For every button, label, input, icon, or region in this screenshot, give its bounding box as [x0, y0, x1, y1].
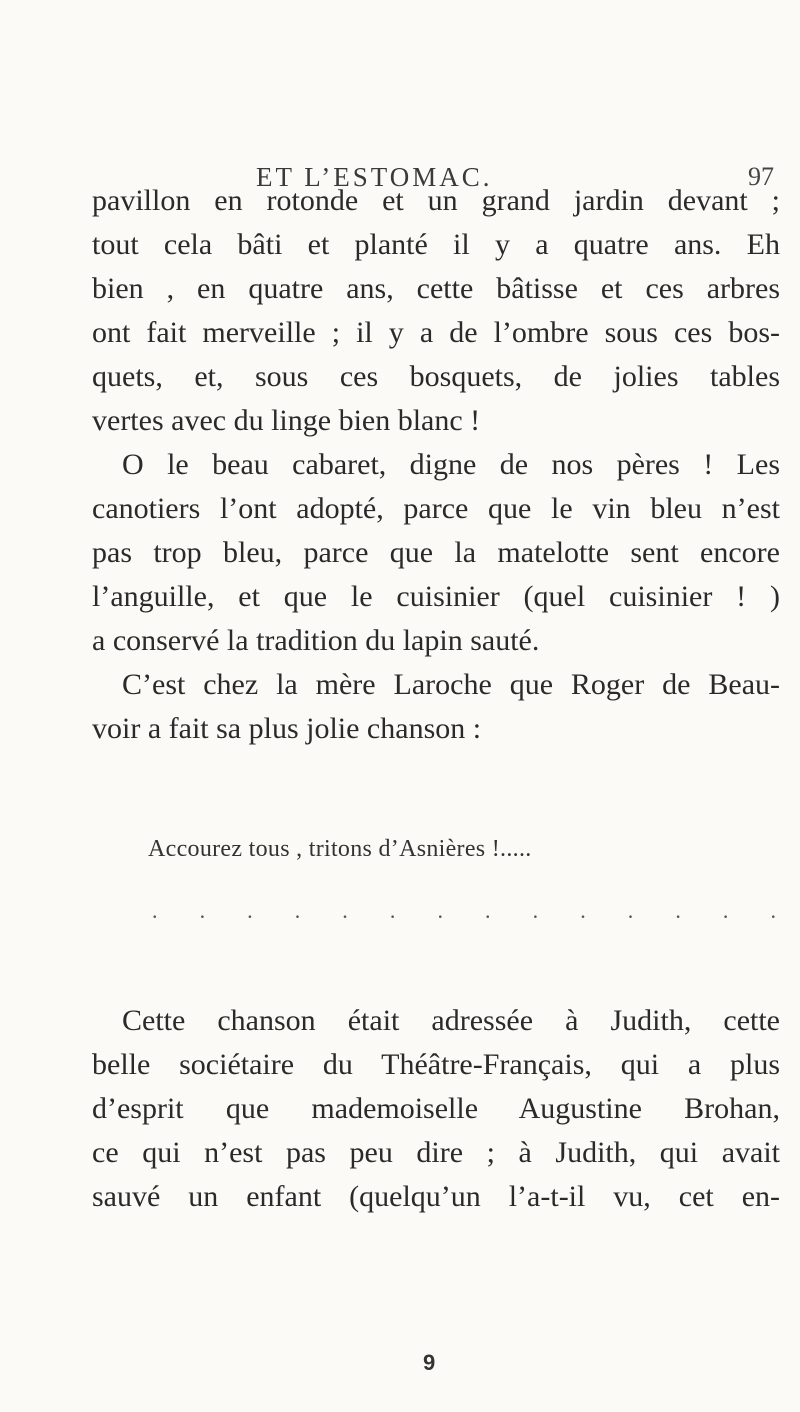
text-line: C’est chez la mère Laroche que Roger de Beau-	[122, 668, 780, 701]
text-line: pavillon en rotonde et un grand jardin devant ;	[92, 184, 780, 217]
text-line: a conservé la tradition du lapin sauté.	[92, 624, 540, 657]
text-line: tout cela bâti et planté il y a quatre ans. Eh	[92, 228, 780, 261]
text-line: Cette chanson était adressée à Judith, cette	[122, 1004, 780, 1037]
ellipsis-row: . . . . . . . . . . . . . .	[152, 898, 776, 923]
text-line: O le beau cabaret, digne de nos pères ! Les	[122, 448, 780, 481]
text-line: vertes avec du linge bien blanc !	[92, 404, 481, 437]
text-line: l’anguille, et que le cuisinier (quel cuisinier ! )	[92, 580, 780, 613]
running-title: ET L’ESTOMAC.	[256, 162, 493, 192]
text-line: canotiers l’ont adopté, parce que le vin bleu n’est	[92, 492, 780, 525]
text-line: belle sociétaire du Théâtre-Français, qui a plus	[92, 1048, 780, 1081]
text-line: bien , en quatre ans, cette bâtisse et ces arbres	[92, 272, 780, 305]
signature-mark: 9	[423, 1350, 436, 1375]
text-line: pas trop bleu, parce que la matelotte sent encore	[92, 536, 780, 569]
text-line: ce qui n’est pas peu dire ; à Judith, qui avait	[92, 1136, 780, 1169]
text-line: quets, et, sous ces bosquets, de jolies tables	[92, 360, 780, 393]
page-number: 97	[748, 162, 774, 191]
text-line: sauvé un enfant (quelqu’un l’a-t-il vu, cet en-	[92, 1180, 780, 1213]
text-line: d’esprit que mademoiselle Augustine Brohan,	[92, 1092, 780, 1125]
verse-quote: Accourez tous , tritons d’Asnières !.....	[148, 836, 532, 862]
text-line: ont fait merveille ; il y a de l’ombre sous ces bos-	[92, 316, 780, 349]
text-line: voir a fait sa plus jolie chanson :	[92, 712, 482, 745]
